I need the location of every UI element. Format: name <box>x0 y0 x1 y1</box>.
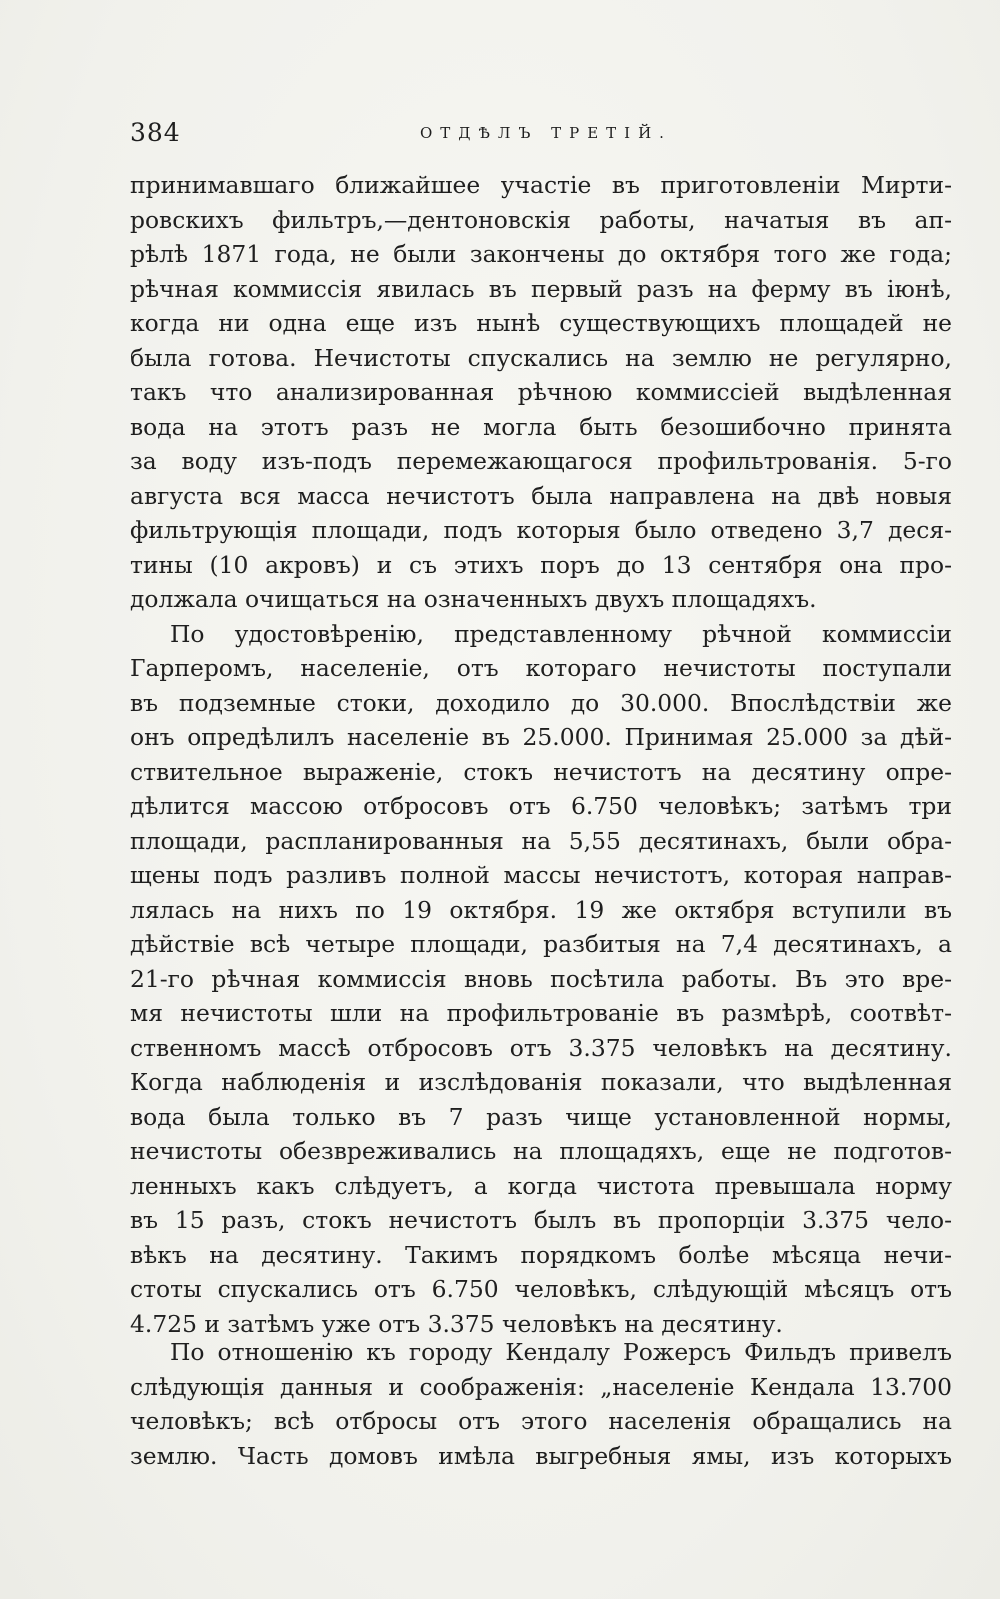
text-line: По удостовѣренію, представленному рѣчной коммиссіи <box>170 619 952 648</box>
text-line: фильтрующія площади, подъ которыя было отведено 3,7 деся- <box>130 516 952 544</box>
text-line: вода была только въ 7 разъ чище установленной нормы, <box>130 1102 952 1131</box>
text-line: за воду изъ-подъ перемежающагося профильтрованія. 5-го <box>130 447 952 475</box>
text-line: лялась на нихъ по 19 октября. 19 же октября вступили въ <box>130 895 952 924</box>
text-line: нечистоты обезвреживались на площадяхъ, еще не подготов- <box>130 1137 952 1165</box>
text-line: рѣлѣ 1871 года, не были закончены до октября того же года; <box>130 240 952 268</box>
text-line: должала очищаться на означенныхъ двухъ площадяхъ. <box>130 585 817 613</box>
text-line: вода на этотъ разъ не могла быть безошибочно принята <box>130 412 952 441</box>
text-line: ровскихъ фильтръ,—дентоновскія работы, начатыя въ ап- <box>130 205 952 234</box>
section-title: ОТДѢЛЪ ТРЕТІЙ. <box>420 124 672 142</box>
text-line: такъ что анализированная рѣчною коммиссіей выдѣленная <box>130 378 952 406</box>
text-line: была готова. Нечистоты спускались на землю не регулярно, <box>130 343 952 372</box>
text-line: вѣкъ на десятину. Такимъ порядкомъ болѣе мѣсяца нечи- <box>130 1240 952 1269</box>
text-line: щены подъ разливъ полной массы нечистотъ, которая направ- <box>130 861 952 889</box>
text-line: дѣйствіе всѣ четыре площади, разбитыя на 7,4 десятинахъ, а <box>130 930 952 958</box>
text-line: онъ опредѣлилъ населеніе въ 25.000. Принимая 25.000 за дѣй- <box>130 723 952 751</box>
text-line: Гарперомъ, населеніе, отъ котораго нечистоты поступали <box>130 654 952 682</box>
text-line: 21-го рѣчная коммиссія вновь посѣтила работы. Въ это вре- <box>130 964 952 993</box>
text-line: принимавшаго ближайшее участіе въ приготовленіи Мирти- <box>130 171 952 199</box>
text-line: когда ни одна еще изъ нынѣ существующихъ площадей не <box>130 309 952 337</box>
text-line: Когда наблюденія и изслѣдованія показали, что выдѣленная <box>130 1068 952 1096</box>
text-line: ственномъ массѣ отбросовъ отъ 3.375 человѣкъ на десятину. <box>130 1033 952 1062</box>
paragraph-block-1 <box>130 168 952 1341</box>
paragraph-block-2 <box>130 1335 952 1473</box>
text-line: въ подземные стоки, доходило до 30.000. Впослѣдствіи же <box>130 688 952 717</box>
text-line: стоты спускались отъ 6.750 человѣкъ, слѣдующій мѣсяцъ отъ <box>130 1275 952 1303</box>
text-line: человѣкъ; всѣ отбросы отъ этого населенія обращались на <box>130 1407 952 1435</box>
text-line: площади, распланированныя на 5,55 десятинахъ, были обра- <box>130 826 952 855</box>
running-head <box>130 118 942 154</box>
text-line: мя нечистоты шли на профильтрованіе въ размѣрѣ, соотвѣт- <box>130 999 952 1027</box>
page-number: 384 <box>130 118 181 147</box>
text-line: тины (10 акровъ) и съ этихъ поръ до 13 сентября она про- <box>130 550 952 579</box>
text-line: въ 15 разъ, стокъ нечистотъ былъ въ пропорціи 3.375 чело- <box>130 1206 952 1234</box>
text-line: рѣчная коммиссія явилась въ первый разъ на ферму въ іюнѣ, <box>130 274 952 303</box>
text-line: слѣдующія данныя и соображенія: „населеніе Кендала 13.700 <box>130 1372 952 1401</box>
text-line: 4.725 и затѣмъ уже отъ 3.375 человѣкъ на десятину. <box>130 1309 783 1338</box>
text-line: августа вся масса нечистотъ была направлена на двѣ новыя <box>130 481 952 510</box>
text-line: По отношенію къ городу Кендалу Рожерсъ Фильдъ привелъ <box>170 1338 952 1366</box>
text-line: ленныхъ какъ слѣдуетъ, а когда чистота превышала норму <box>130 1171 952 1200</box>
text-line: дѣлится массою отбросовъ отъ 6.750 человѣкъ; затѣмъ три <box>130 792 952 820</box>
text-line: землю. Часть домовъ имѣла выгребныя ямы, изъ которыхъ <box>130 1441 952 1470</box>
text-line: ствительное выраженіе, стокъ нечистотъ на десятину опре- <box>130 757 952 786</box>
